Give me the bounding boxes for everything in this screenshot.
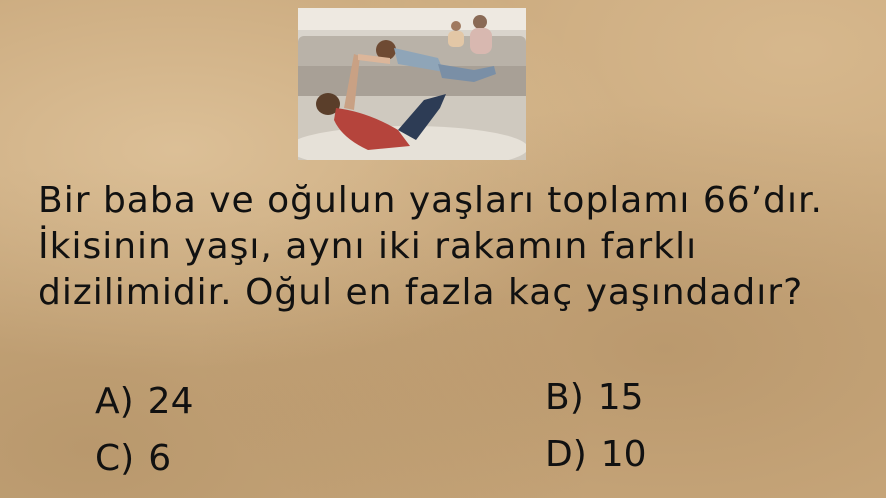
option-c[interactable] (95, 437, 171, 481)
option-c-value: 6 (148, 438, 172, 479)
photo-illustration (298, 8, 526, 160)
option-b-value: 15 (597, 377, 644, 418)
mother-head (473, 15, 487, 29)
option-b-letter: B) (545, 377, 584, 418)
child-body (448, 31, 464, 47)
option-a-value: 24 (147, 381, 194, 422)
window-light (298, 8, 526, 30)
question-text: Bir baba ve oğulun yaşları toplamı 66’dır. İkisinin yaşı, aynı iki rakamın farklı dizilimidir. Oğul en fazla kaç yaşındadır? (38, 180, 823, 313)
option-d-value: 10 (600, 434, 647, 475)
option-c-letter: C) (95, 438, 135, 479)
father-son-photo (298, 8, 526, 160)
child-head (451, 21, 461, 31)
option-d-letter: D) (545, 434, 587, 475)
option-a[interactable] (95, 380, 193, 424)
mother-body (470, 28, 492, 54)
option-b[interactable] (545, 376, 644, 420)
option-a-letter: A) (95, 381, 134, 422)
option-d[interactable] (545, 433, 647, 477)
